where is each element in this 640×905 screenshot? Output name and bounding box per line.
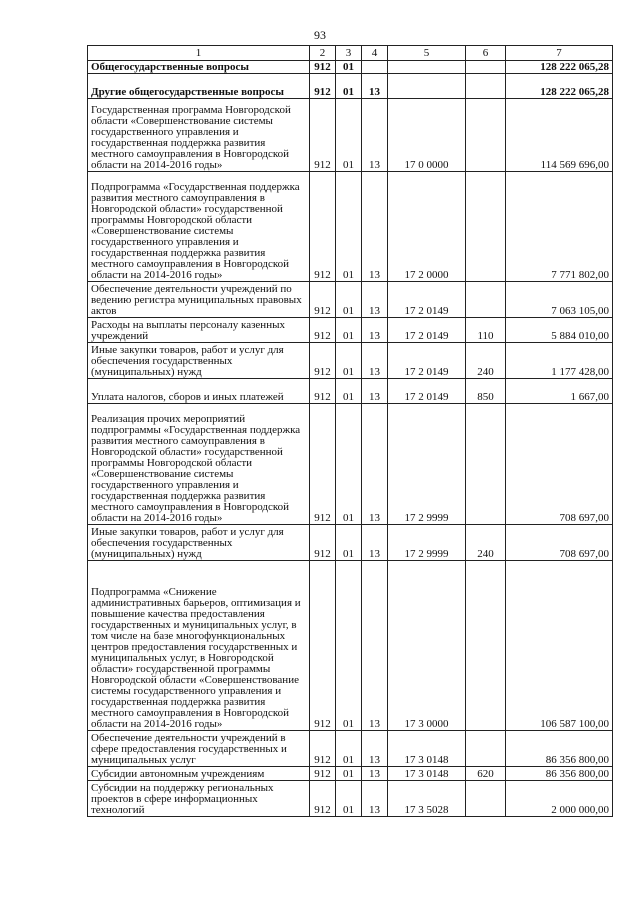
row-code-ministry: 912: [310, 99, 336, 172]
col-header-5: 5: [388, 46, 466, 61]
row-name: Подпрограмма «Государственная поддержка развития местного самоуправления в Новгородской области» государственной программы Новгородской области «Совершенствование системы государственного управления и государственная поддержка развития местного самоуправления в Новгородской области на 2014-2016 годы»: [88, 172, 310, 282]
row-code-ministry: 912: [310, 172, 336, 282]
row-code-target: [388, 61, 466, 74]
row-code-subsection: 13: [362, 404, 388, 525]
row-name: Уплата налогов, сборов и иных платежей: [88, 379, 310, 404]
row-code-expense-type: [466, 404, 506, 525]
col-header-3: 3: [336, 46, 362, 61]
row-amount: 114 569 696,00: [506, 99, 613, 172]
row-code-section: 01: [336, 781, 362, 817]
table-row: [88, 525, 613, 561]
row-code-subsection: 13: [362, 343, 388, 379]
row-code-expense-type: 850: [466, 379, 506, 404]
row-code-subsection: 13: [362, 525, 388, 561]
row-code-ministry: 912: [310, 318, 336, 343]
row-code-expense-type: [466, 781, 506, 817]
page-number: 93: [314, 28, 326, 42]
row-amount: 1 177 428,00: [506, 343, 613, 379]
row-amount: 86 356 800,00: [506, 767, 613, 781]
row-amount: 106 587 100,00: [506, 561, 613, 731]
row-code-section: 01: [336, 318, 362, 343]
row-code-subsection: [362, 61, 388, 74]
row-code-expense-type: [466, 61, 506, 74]
row-code-ministry: 912: [310, 74, 336, 99]
row-code-expense-type: 240: [466, 343, 506, 379]
row-code-subsection: 13: [362, 318, 388, 343]
col-header-2: 2: [310, 46, 336, 61]
row-name: Субсидии автономным учреждениям: [88, 767, 310, 781]
row-code-target: 17 3 5028: [388, 781, 466, 817]
row-amount: 2 000 000,00: [506, 781, 613, 817]
row-code-expense-type: 240: [466, 525, 506, 561]
row-amount: 7 063 105,00: [506, 282, 613, 318]
row-code-subsection: 13: [362, 282, 388, 318]
row-code-subsection: 13: [362, 767, 388, 781]
table-row: [88, 731, 613, 767]
row-code-expense-type: [466, 74, 506, 99]
row-amount: 708 697,00: [506, 525, 613, 561]
row-amount: 708 697,00: [506, 404, 613, 525]
row-code-ministry: 912: [310, 525, 336, 561]
row-code-target: 17 2 9999: [388, 525, 466, 561]
row-code-target: 17 3 0148: [388, 731, 466, 767]
row-name: Реализация прочих мероприятий подпрограммы «Государственная поддержка развития местного самоуправления в Новгородской области» государственной программы Новгородской области «Совершенствование системы государственного управления и государственная поддержка развития местного самоуправления в Новгородской области на 2014-2016 годы»: [88, 404, 310, 525]
row-name: Подпрограмма «Снижение административных барьеров, оптимизация и повышение качества предоставления государственных и муниципальных услуг, в том числе на базе многофункциональных центров предоставления государственных и муниципальных услуг, в Новгородской области» государственной программы Новгородской области «Совершенствование системы государственного управления и государственная поддержка развития местного самоуправления в Новгородской области на 2014-2016 годы»: [88, 561, 310, 731]
table-row: [88, 781, 613, 817]
row-code-section: 01: [336, 379, 362, 404]
row-code-ministry: 912: [310, 561, 336, 731]
table-row: [88, 74, 613, 99]
table-row: [88, 561, 613, 731]
table-row: [88, 379, 613, 404]
row-name: Иные закупки товаров, работ и услуг для обеспечения государственных (муниципальных) нужд: [88, 343, 310, 379]
table-row: [88, 318, 613, 343]
col-header-7: 7: [506, 46, 613, 61]
row-amount: 5 884 010,00: [506, 318, 613, 343]
row-code-section: 01: [336, 731, 362, 767]
row-code-ministry: 912: [310, 404, 336, 525]
row-amount: 1 667,00: [506, 379, 613, 404]
row-code-section: 01: [336, 61, 362, 74]
row-code-expense-type: 620: [466, 767, 506, 781]
row-code-expense-type: [466, 282, 506, 318]
row-name: Расходы на выплаты персоналу казенных учреждений: [88, 318, 310, 343]
row-amount: 7 771 802,00: [506, 172, 613, 282]
row-code-section: 01: [336, 525, 362, 561]
row-amount: 128 222 065,28: [506, 61, 613, 74]
table-row: [88, 404, 613, 525]
row-code-subsection: 13: [362, 561, 388, 731]
row-code-expense-type: [466, 172, 506, 282]
row-code-target: 17 2 0000: [388, 172, 466, 282]
row-code-expense-type: [466, 561, 506, 731]
row-code-expense-type: [466, 731, 506, 767]
row-code-ministry: 912: [310, 781, 336, 817]
row-code-section: 01: [336, 343, 362, 379]
row-code-section: 01: [336, 282, 362, 318]
table-row: [88, 343, 613, 379]
row-code-expense-type: [466, 99, 506, 172]
row-code-target: 17 2 0149: [388, 343, 466, 379]
row-code-expense-type: 110: [466, 318, 506, 343]
col-header-4: 4: [362, 46, 388, 61]
row-code-ministry: 912: [310, 343, 336, 379]
row-code-section: 01: [336, 172, 362, 282]
table-row: [88, 282, 613, 318]
row-code-subsection: 13: [362, 379, 388, 404]
row-name: Обеспечение деятельности учреждений в сфере предоставления государственных и муниципальных услуг: [88, 731, 310, 767]
row-code-target: 17 2 9999: [388, 404, 466, 525]
col-header-1: 1: [88, 46, 310, 61]
row-code-target: 17 3 0148: [388, 767, 466, 781]
row-code-target: 17 2 0149: [388, 379, 466, 404]
row-code-section: 01: [336, 561, 362, 731]
row-code-ministry: 912: [310, 61, 336, 74]
table-row: [88, 172, 613, 282]
row-code-section: 01: [336, 767, 362, 781]
row-code-subsection: 13: [362, 172, 388, 282]
row-name: Государственная программа Новгородской области «Совершенствование системы государственного управления и государственная поддержка развития местного самоуправления в Новгородской области на 2014-2016 годы»: [88, 99, 310, 172]
row-code-ministry: 912: [310, 282, 336, 318]
row-name: Общегосударственные вопросы: [88, 61, 310, 74]
row-amount: 128 222 065,28: [506, 74, 613, 99]
row-name: Другие общегосударственные вопросы: [88, 74, 310, 99]
row-code-subsection: 13: [362, 74, 388, 99]
row-code-target: 17 0 0000: [388, 99, 466, 172]
row-name: Иные закупки товаров, работ и услуг для обеспечения государственных (муниципальных) нужд: [88, 525, 310, 561]
row-code-target: 17 2 0149: [388, 282, 466, 318]
table-row: [88, 61, 613, 74]
row-code-ministry: 912: [310, 767, 336, 781]
row-code-section: 01: [336, 74, 362, 99]
budget-table: [87, 45, 613, 817]
row-code-section: 01: [336, 99, 362, 172]
row-code-ministry: 912: [310, 731, 336, 767]
row-code-target: 17 2 0149: [388, 318, 466, 343]
table-row: [88, 99, 613, 172]
row-name: Обеспечение деятельности учреждений по ведению регистра муниципальных правовых актов: [88, 282, 310, 318]
col-header-6: 6: [466, 46, 506, 61]
header-row: [88, 46, 613, 61]
row-code-target: [388, 74, 466, 99]
row-amount: 86 356 800,00: [506, 731, 613, 767]
row-code-ministry: 912: [310, 379, 336, 404]
row-code-subsection: 13: [362, 781, 388, 817]
row-code-subsection: 13: [362, 99, 388, 172]
row-name: Субсидии на поддержку региональных проектов в сфере информационных технологий: [88, 781, 310, 817]
row-code-subsection: 13: [362, 731, 388, 767]
table-row: [88, 767, 613, 781]
row-code-section: 01: [336, 404, 362, 525]
row-code-target: 17 3 0000: [388, 561, 466, 731]
